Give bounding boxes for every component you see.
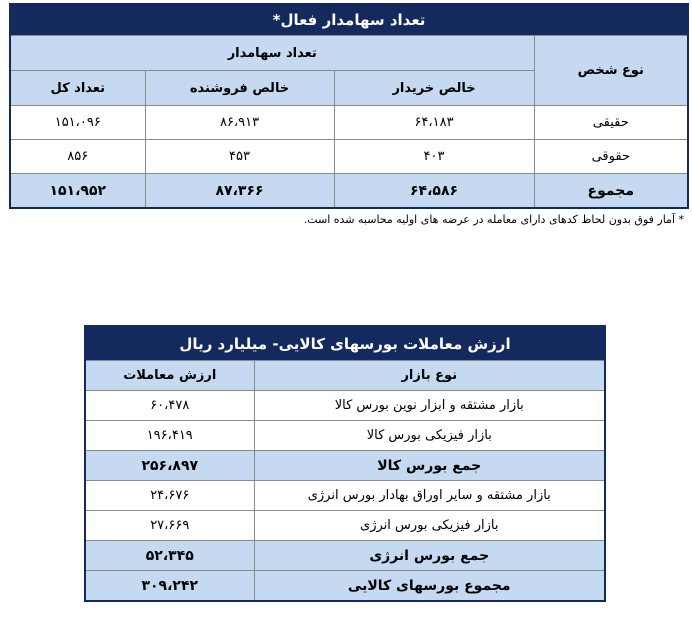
- footnote: * آمار فوق بدون لحاظ کدهای دارای معامله در عرضه های اولیه محاسبه شده است.: [303, 213, 684, 226]
- table1-title: تعداد سهامدار فعال*: [10, 4, 688, 36]
- commodity-exchange-table: [84, 325, 606, 602]
- net-seller-header: خالص فروشنده: [145, 71, 334, 106]
- sum-net-seller: ۸۷،۳۶۶: [145, 174, 334, 209]
- market-cell: بازار مشتقه و ابزار نوین بورس کالا: [254, 391, 605, 421]
- subtotal-energy-value: ۵۲،۳۴۵: [85, 541, 254, 571]
- table-row: [85, 481, 605, 511]
- sum-net-buyer: ۶۴،۵۸۶: [334, 174, 534, 209]
- active-shareholders-table: [9, 3, 689, 209]
- total-count-cell: ۱۵۱،۰۹۶: [10, 106, 145, 140]
- grand-total-value: ۳۰۹،۲۴۲: [85, 571, 254, 602]
- value-cell: ۶۰،۴۷۸: [85, 391, 254, 421]
- subtotal-kala-label: جمع بورس کالا: [254, 451, 605, 481]
- sum-label: مجموع: [534, 174, 688, 209]
- value-cell: ۲۷،۶۶۹: [85, 511, 254, 541]
- person-type-header: نوع شخص: [534, 36, 688, 106]
- subtotal-kala-value: ۲۵۶،۸۹۷: [85, 451, 254, 481]
- grand-total-row: [85, 571, 605, 602]
- net-buyer-cell: ۴۰۳: [334, 140, 534, 174]
- person-type-cell: حقیقی: [534, 106, 688, 140]
- net-seller-cell: ۴۵۳: [145, 140, 334, 174]
- grand-total-label: مجموع بورسهای کالایی: [254, 571, 605, 602]
- total-count-cell: ۸۵۶: [10, 140, 145, 174]
- trade-value-header: ارزش معاملات: [85, 361, 254, 391]
- net-seller-cell: ۸۶،۹۱۳: [145, 106, 334, 140]
- total-count-header: تعداد کل: [10, 71, 145, 106]
- subtotal-row: [85, 451, 605, 481]
- subtotal-row: [85, 541, 605, 571]
- table-row: [10, 106, 688, 140]
- subtotal-energy-label: جمع بورس انرژی: [254, 541, 605, 571]
- table-row: [10, 140, 688, 174]
- market-cell: بازار فیزیکی بورس کالا: [254, 421, 605, 451]
- sum-total: ۱۵۱،۹۵۲: [10, 174, 145, 209]
- shareholder-count-header: تعداد سهامدار: [10, 36, 534, 71]
- net-buyer-header: خالص خریدار: [334, 71, 534, 106]
- market-type-header: نوع بازار: [254, 361, 605, 391]
- table-row: [85, 511, 605, 541]
- market-cell: بازار مشتقه و سایر اوراق بهادار بورس انرژی: [254, 481, 605, 511]
- value-cell: ۲۴،۶۷۶: [85, 481, 254, 511]
- table-row: [85, 421, 605, 451]
- sum-row: [10, 174, 688, 209]
- table2-title: ارزش معاملات بورسهای کالایی- میلیارد ریال: [85, 326, 605, 361]
- table-row: [85, 391, 605, 421]
- market-cell: بازار فیزیکی بورس انرژی: [254, 511, 605, 541]
- person-type-cell: حقوقی: [534, 140, 688, 174]
- net-buyer-cell: ۶۴،۱۸۳: [334, 106, 534, 140]
- value-cell: ۱۹۶،۴۱۹: [85, 421, 254, 451]
